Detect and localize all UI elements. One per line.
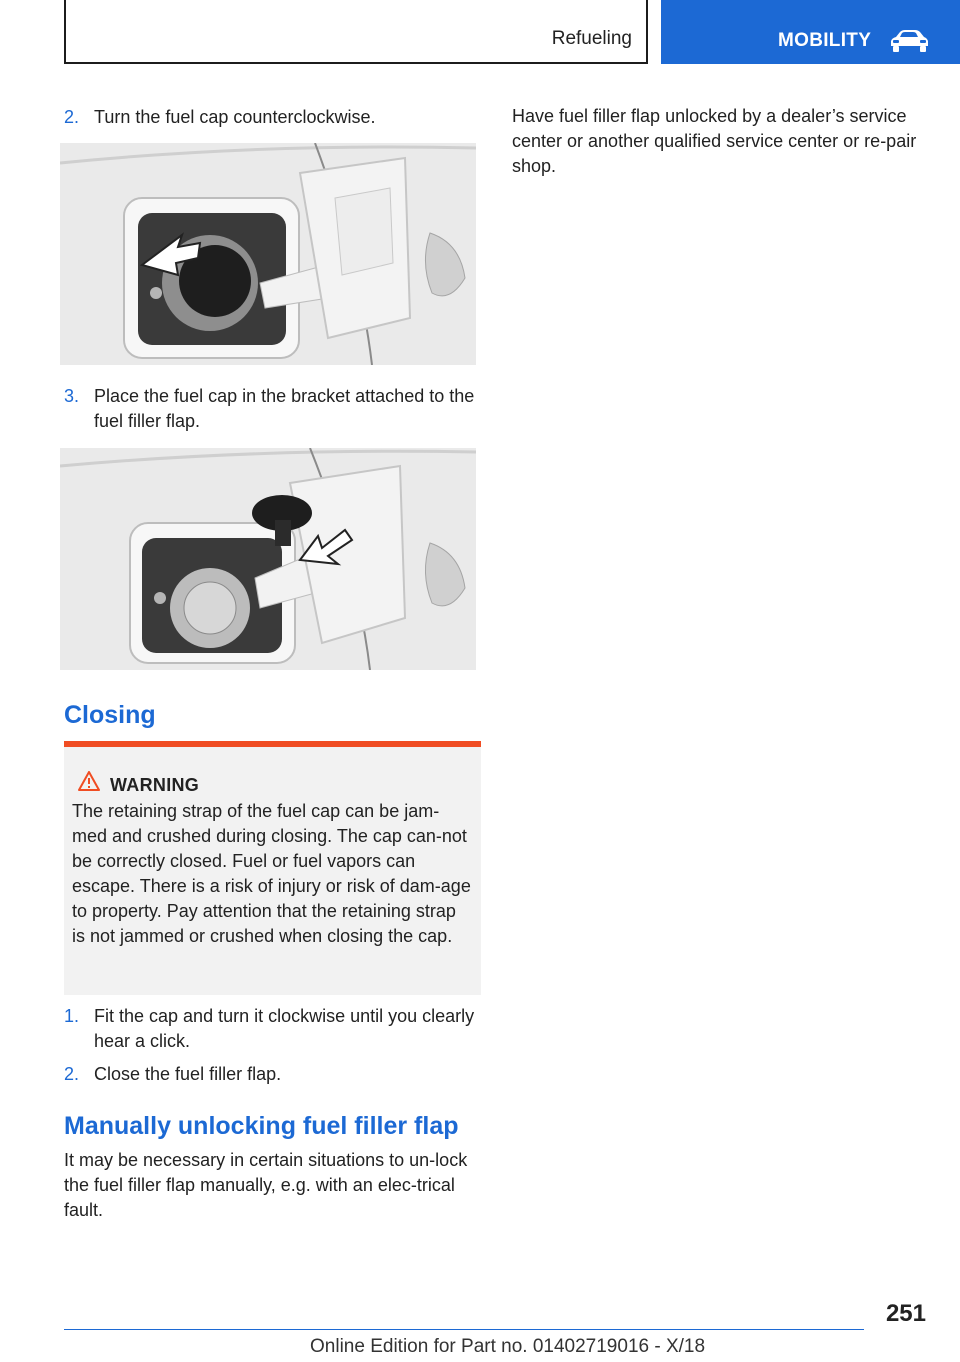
warning-box [64, 741, 481, 995]
car-icon [887, 29, 931, 55]
right-column [512, 104, 932, 179]
manual-unlock-continued-paragraph: Have fuel filler flap unlocked by a dealer’s service center or another qualified service center or re-pair shop. [512, 106, 917, 176]
fuel-cap-bracket-illustration [60, 448, 476, 670]
chapter-title: MOBILITY [778, 30, 872, 51]
page-number: 251 [885, 1300, 926, 1327]
step-text: Turn the fuel cap counterclockwise. [94, 107, 376, 127]
step-text: Close the fuel filler flap. [94, 1064, 282, 1084]
fuel-cap-bracket-illustration-drawing [60, 448, 476, 670]
warning-text: The retaining strap of the fuel cap can be jam-med and crushed during closing. The cap can-not be correctly closed. Fuel or fuel vapors can escape. There is a risk of injury or risk of dam-age to property. Pay attention that the retaining strap is not jammed or crushed when closing the cap. [72, 801, 471, 946]
header-chapter-tab [661, 0, 960, 64]
fuel-cap-removal-illustration [60, 143, 476, 365]
manual-unlock-paragraph: It may be necessary in certain situations to un-lock the fuel filler flap manually, e.g. with an elec-trical fault. [64, 1150, 468, 1220]
fuel-cap-removal-illustration-drawing [60, 143, 476, 365]
step-number: 3. [64, 386, 80, 406]
step-number: 2. [64, 107, 80, 127]
warning-triangle-icon [78, 771, 100, 791]
footer-divider [64, 1329, 864, 1330]
closing-heading: Closing [64, 701, 156, 729]
warning-title: WARNING [110, 775, 200, 795]
step-number: 2. [64, 1064, 80, 1084]
manual-unlock-heading: Manually unlocking fuel filler flap [64, 1112, 459, 1140]
header-section-tab [64, 0, 648, 64]
step-text: Place the fuel cap in the bracket attached to the fuel filler flap. [94, 386, 475, 431]
footer-edition: Online Edition for Part no. 01402719016 - X/18 [310, 1336, 706, 1357]
section-title: Refueling [551, 28, 632, 49]
step-text: Fit the cap and turn it clockwise until you clearly hear a click. [94, 1006, 475, 1051]
step-number: 1. [64, 1006, 80, 1026]
